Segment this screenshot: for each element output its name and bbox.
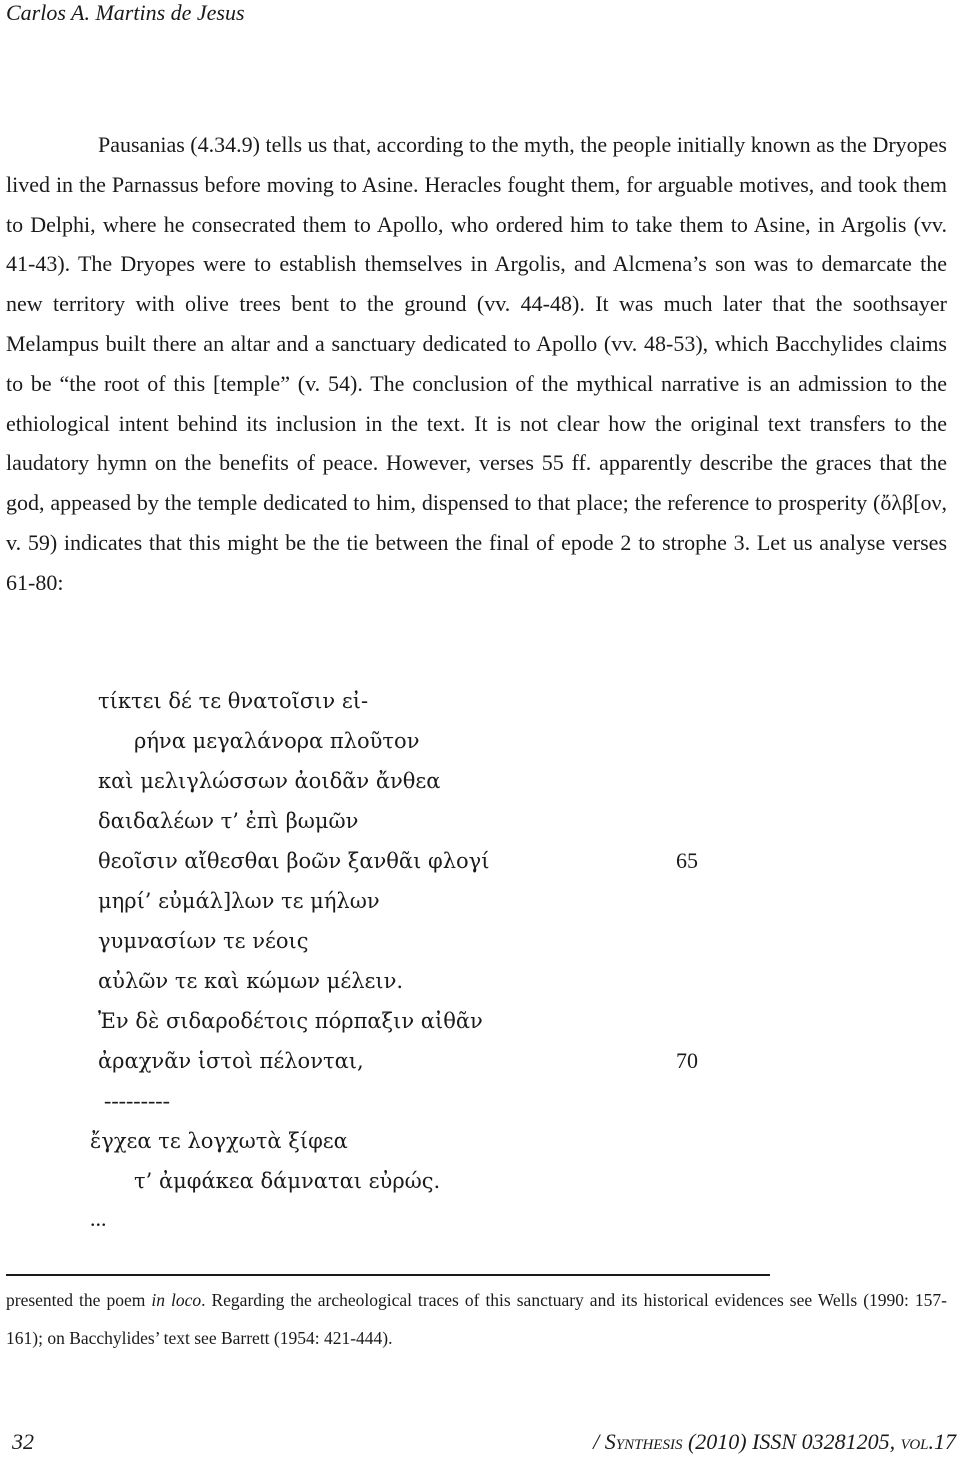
poem-line: τίκτει δέ τε θνατοῖσιν εἰ- <box>98 689 369 713</box>
volume-number: .17 <box>928 1429 956 1454</box>
footnote-italic-term: in loco <box>151 1290 202 1310</box>
poem-line: Ἐν δὲ σιδαροδέτοις πόρπαξιν αἰθᾶν <box>98 1009 483 1033</box>
poem-line: γυμνασίων τε νέοις <box>98 929 309 953</box>
journal-footer <box>593 1428 956 1456</box>
poem-line: καὶ μελιγλώσσων ἀοιδᾶν ἄνθεα <box>98 769 441 793</box>
journal-name: Synthesis <box>604 1429 683 1454</box>
poem-separator: --------- <box>104 1088 170 1113</box>
page-number: 32 <box>12 1429 34 1454</box>
poem-line: θεοῖσιν αἴθεσθαι βοῶν ξανθᾶι φλογί <box>98 849 490 873</box>
footnote <box>6 1281 947 1357</box>
running-head: Carlos A. Martins de Jesus <box>6 0 245 25</box>
footnote-rule <box>6 1274 770 1276</box>
poem-line: δαιδαλέων τ’ ἐπὶ βωμῶν <box>98 809 359 833</box>
poem-line: ρήνα μεγαλάνορα πλοῦτον <box>134 729 420 753</box>
verse-number: 70 <box>676 1048 698 1073</box>
poem-line: ἔγχεα τε λογχωτὰ ξίφεα <box>90 1129 348 1153</box>
poem-line: τ’ ἀμφάκεα δάμναται εὐρώς. <box>134 1169 441 1193</box>
footnote-text-before: presented the poem <box>6 1290 152 1310</box>
body-paragraph: Pausanias (4.34.9) tells us that, according to the myth, the people initially known as the Dryopes lived in the Parnassus before moving to Asine. Heracles fought them, for arguable motives, and took them to Delphi, where he consecrated them to Apollo, who ordered him to take them to Asine, in Argolis (vv. 41-43). The Dryopes were to establish themselves in Argolis, and Alcmena’s son was to demarcate the new territory with olive trees bent to the ground (vv. 44-48). It was much later that the soothsayer Melampus built there an altar and a sanctuary dedicated to Apollo (vv. 48-53), which Bacchylides claims to be “the root of this [temple” (v. 54). The conclusion of the mythical narrative is an admission to the ethiological intent behind its inclusion in the text. It is not clear how the original text transfers to the laudatory hymn on the benefits of peace. However, verses 55 ff. apparently describe the graces that the god, appeased by the temple dedicated to him, dispensed to that place; the reference to prosperity (ὄλβ[ον, v. 59) indicates that this might be the tie between the final of epode 2 to strophe 3. Let us analyse verses 61-80: <box>6 132 947 595</box>
poem-ellipsis: ... <box>90 1206 107 1231</box>
poem-line: αὐλῶν τε καὶ κώμων μέλειν. <box>98 969 404 993</box>
footnote-text <box>6 1281 947 1357</box>
journal-footer-prefix: / <box>593 1429 605 1454</box>
poem-line: ἀραχνᾶν ἱστοὶ πέλονται, <box>98 1049 364 1073</box>
journal-details: (2010) ISSN 03281205, <box>682 1429 901 1454</box>
footnote-text-after: . Regarding the archeological traces of this sanctuary and its historical evidences see Wells (1990: 157-161); on Bacchylides’ text see Barrett (1954: 421-444). <box>6 1290 948 1348</box>
volume-label: vol <box>900 1429 929 1454</box>
poem-line: μηρί’ εὐμάλ]λων τε μήλων <box>98 889 380 913</box>
verse-number: 65 <box>676 848 698 873</box>
